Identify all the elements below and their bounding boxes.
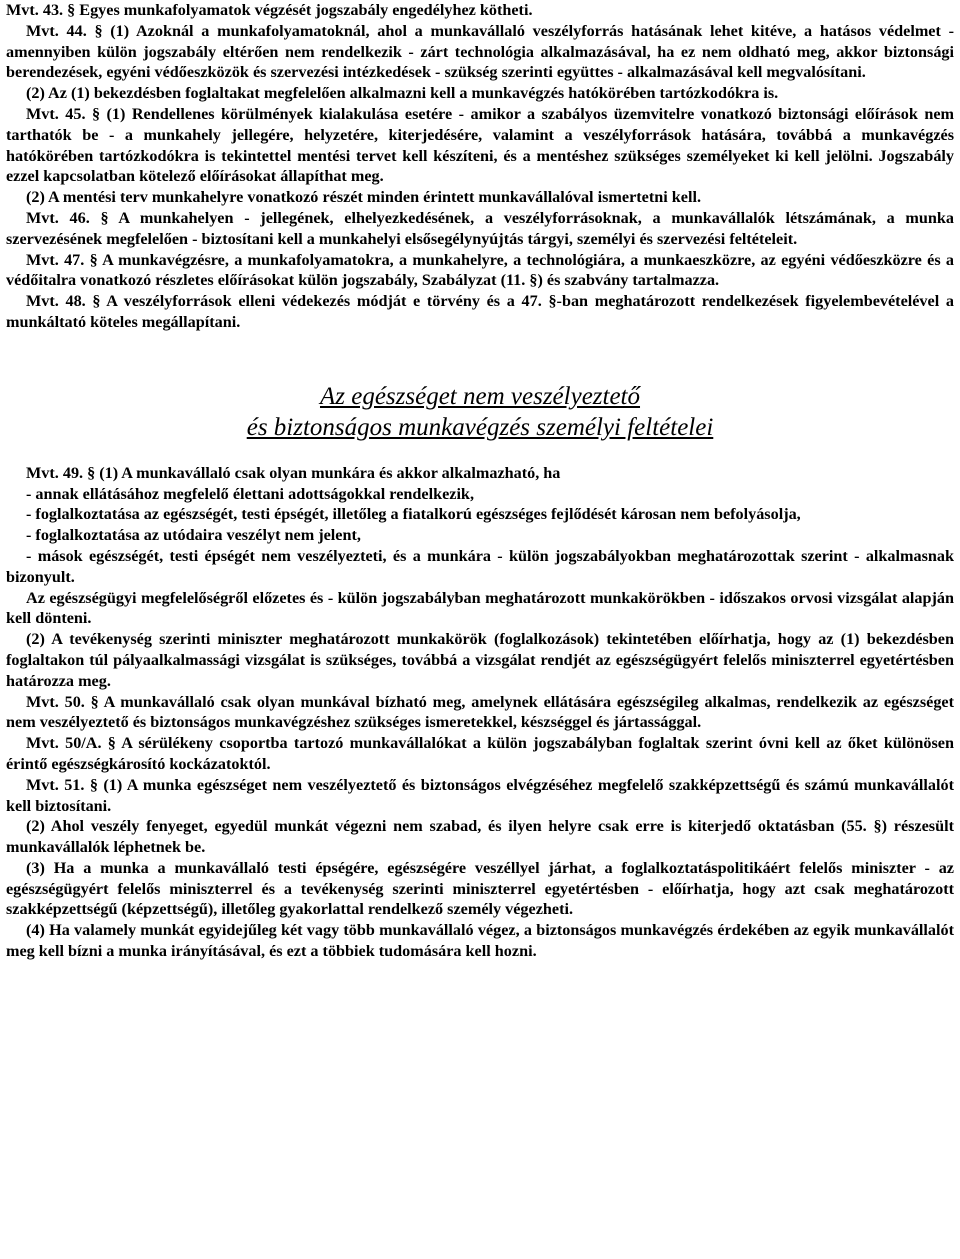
paragraph-mvt-48: Mvt. 48. § A veszélyforrások elleni védekezés módját e törvény és a 47. §-ban meghatározott rendelkezések figyelembevételével a munkáltató köteles megállapítani. bbox=[6, 292, 954, 331]
paragraph-mvt-51-4: (4) Ha valamely munkát egyidejűleg két vagy több munkavállaló végez, a biztonságos munkavégzés érdekében az egyik munkavállalót meg kell bízni a munka irányításával, és ezt a többiek tudomására kell hozni. bbox=[6, 921, 954, 961]
paragraph-mvt-44-2: (2) Az (1) bekezdésben foglaltakat megfelelően alkalmazni kell a munkavégzés hatókörében tartózkodókra is. bbox=[26, 84, 779, 103]
paragraph-mvt-49-2: (2) A tevékenység szerinti miniszter meghatározott munkakörök (foglalkozások) tekintetében előírhatja, hogy az (1) bekezdésben foglaltakon túl pályaalkalmassági vizsgálat is szükséges, továbbá a vizsgálat rendjét az egészségügyért felelős miniszterrel egyetértésben határozza meg. bbox=[6, 630, 954, 690]
list-item-condition-4: - mások egészségét, testi épségét nem veszélyezteti, és a munkára - külön jogszabályokban meghatározottak szerint - alkalmasnak bizonyult. bbox=[6, 546, 954, 586]
paragraph-mvt-50a: Mvt. 50/A. § A sérülékeny csoportba tartozó munkavállalókat a külön jogszabályban foglaltak szerint óvni kell az őket különösen érintő egészségkárosító kockázatoktól. bbox=[6, 734, 954, 773]
section-spacer bbox=[6, 333, 954, 381]
paragraph-mvt-49-1: Mvt. 49. § (1) A munkavállaló csak olyan munkára és akkor alkalmazható, ha bbox=[26, 463, 561, 482]
section-heading-line-2: és biztonságos munkavégzés személyi feltételei bbox=[246, 413, 714, 441]
paragraph-mvt-46: Mvt. 46. § A munkahelyen - jellegének, elhelyezkedésének, a veszélyforrásoknak, a munkavállalók létszámának, a munka szervezésének megfelelően - biztosítani kell a munkahelyi elsősegélynyújtás tárgyi, személyi és szervezési feltételeit. bbox=[6, 208, 954, 248]
paragraph-mvt-50: Mvt. 50. § A munkavállaló csak olyan munkával bízható meg, amelynek ellátására egészségileg alkalmas, rendelkezik az egészséget nem veszélyeztető és biztonságos munkavégzéshez szükséges ismeretekkel, készséggel és jártassággal. bbox=[6, 692, 954, 732]
paragraph-mvt-51-3: (3) Ha a munka a munkavállaló testi épségére, egészségére veszéllyel járhat, a foglalkoztatáspolitikáért felelős miniszter - az egészségügyért felelős miniszterrel és a tevékenység szerinti miniszterrel egyetértésben - előírhatja, hogy azt csak meghatározott szakképzettségű (képzettségű), illetőleg gyakorlattal rendelkező személy végezheti. bbox=[6, 858, 954, 919]
list-item-condition-3: - foglalkoztatása az utódaira veszélyt nem jelent, bbox=[26, 526, 361, 545]
paragraph-mvt-44-1: Mvt. 44. § (1) Azoknál a munkafolyamatoknál, ahol a munkavállaló veszélyforrás hatásának lehet kitéve, a hatásos védelmet - amennyiben külön jogszabály eltérően nem rendelkezik - zárt technológia alkalmazásával, ha ez nem oldható meg, akkor biztonsági berendezések, egyéni védőeszközök és szervezési intézkedések - szükség szerinti együttes - alkalmazásával kell megvalósítani. bbox=[6, 21, 954, 82]
paragraph-mvt-47: Mvt. 47. § A munkavégzésre, a munkafolyamatokra, a munkahelyre, a technológiára, a munkaeszközre, az egyéni védőeszközre és a védőitalra vonatkozó részletes előírásokat külön jogszabály, Szabályzat (11. §) és szabvány tartalmazza. bbox=[6, 250, 954, 290]
section-heading bbox=[6, 381, 954, 443]
document-page bbox=[6, 0, 954, 962]
list-item-condition-2: - foglalkoztatása az egészségét, testi épségét, illetőleg a fiatalkorú egészséges fejlődését károsan nem befolyásolja, bbox=[26, 505, 801, 524]
section-heading-line-1: Az egészséget nem veszélyeztető bbox=[319, 382, 641, 410]
paragraph-medical-examination: Az egészségügyi megfelelőségről előzetes és - külön jogszabályban meghatározott munkakörökben - időszakos orvosi vizsgálat alapján kell dönteni. bbox=[6, 588, 954, 628]
paragraph-mvt-43: Mvt. 43. § Egyes munkafolyamatok végzését jogszabály engedélyhez kötheti. bbox=[6, 1, 533, 19]
paragraph-mvt-51-1: Mvt. 51. § (1) A munka egészséget nem veszélyeztető és biztonságos elvégzéséhez megfelelő szakképzettségű és számú munkavállalót kell biztosítani. bbox=[6, 775, 954, 815]
paragraph-mvt-45-1: Mvt. 45. § (1) Rendellenes körülmények kialakulása esetére - amikor a szabályos üzemvitelre vonatkozó biztonsági előírások nem tarthatók be - a munkahely jellegére, helyzetére, kiterjedésére, valamint a veszélyforrások hatására, továbbá a munkavégzés hatókörében tartózkodókra is tekintettel mentési tervet kell készíteni, és a mentéshez szükséges személyeket ki kell jelölni. Jogszabály ezzel kapcsolatban kötelező előírásokat állapíthat meg. bbox=[6, 104, 954, 186]
list-item-condition-1: - annak ellátásához megfelelő élettani adottságokkal rendelkezik, bbox=[26, 484, 474, 503]
paragraph-mvt-51-2: (2) Ahol veszély fenyeget, egyedül munkát végezni nem szabad, és ilyen helyre csak erre is kiterjedő oktatásban (55. §) részesült munkavállalók léphetnek be. bbox=[6, 817, 954, 857]
paragraph-mvt-45-2: (2) A mentési terv munkahelyre vonatkozó részét minden érintett munkavállalóval ismertetni kell. bbox=[26, 188, 701, 207]
